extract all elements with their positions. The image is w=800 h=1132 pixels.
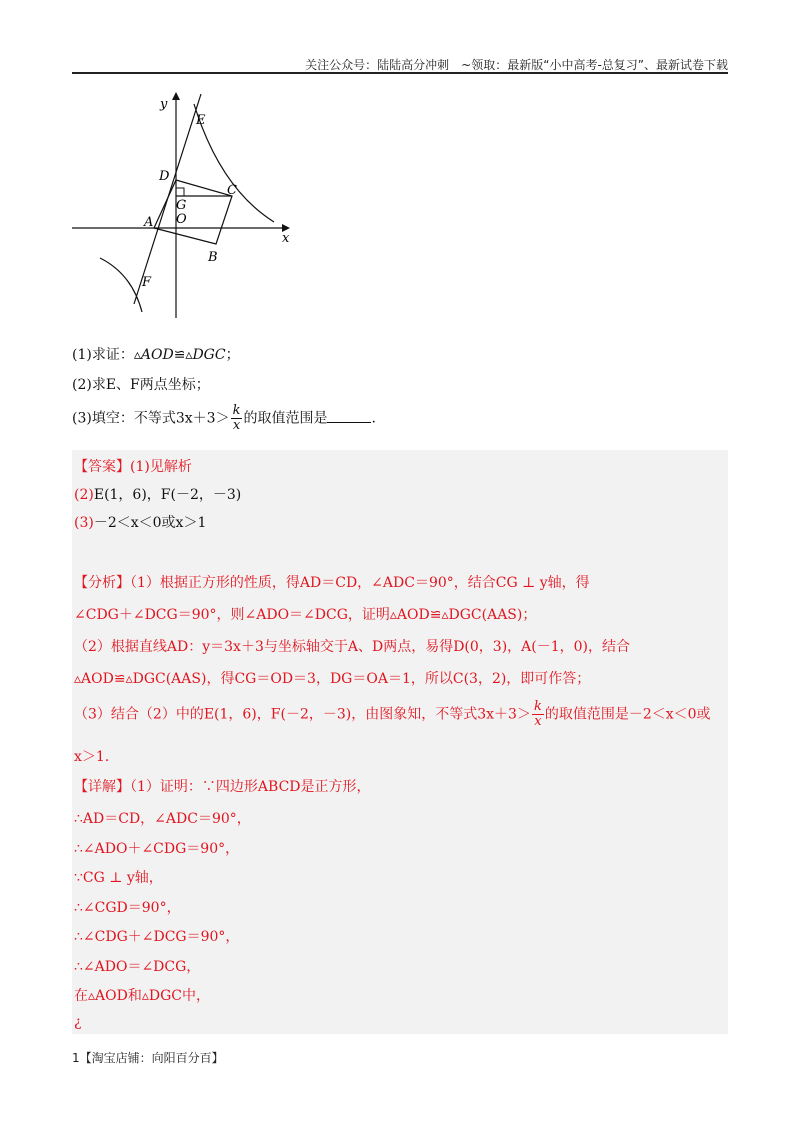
- question-3: (3)填空：不等式3x＋3＞ $\frac{k}{x}$ 的取值范围是 .: [72, 403, 376, 433]
- hyperbola-lower: [100, 258, 142, 312]
- analysis-line-1: 【分析】（1）根据正方形的性质，得AD＝CD，∠ADC＝90°，结合CG ⊥ y轴，得: [74, 575, 590, 591]
- label-f: F: [142, 275, 152, 290]
- right-angle-mark: [176, 188, 184, 196]
- label-b: B: [208, 250, 218, 265]
- detail-line-8: 在▵AOD和▵DGC中，: [74, 988, 210, 1004]
- analysis-line-3: （2）根据直线AD：y＝3x＋3与坐标轴交于A、D两点，易得D(0，3)，A(－1，0)，结合: [74, 639, 631, 655]
- label-d: D: [159, 169, 170, 184]
- answer-line-2: (2)E(1，6)，F(－2，－3): [74, 487, 242, 503]
- analysis-line-5: （3）结合（2）中的E(1，6)，F(－2，－3)，由图象知，不等式3x＋3＞ $\frac{k}{x}$ 的取值范围是－2＜x＜0或: [74, 699, 711, 729]
- analysis-line-2: ∠CDG＋∠DCG＝90°，则∠ADO＝∠DCG，证明▵AOD≌▵DGC(AAS)；: [74, 607, 537, 623]
- label-x: x: [282, 231, 290, 246]
- detail-line-9: ¿: [74, 1014, 82, 1030]
- analysis-line-4: ▵AOD≌▵DGC(AAS)，得CG＝OD＝3，DG＝OA＝1，所以C(3，2)，即可作答；: [74, 671, 591, 687]
- answer-blank: [327, 408, 371, 423]
- answer-box: [72, 450, 728, 1034]
- page-header: 关注公众号：陆陆高分冲刺 ~领取：最新版“小中高考-总复习”、最新试卷下载: [305, 58, 728, 72]
- label-e: E: [196, 113, 206, 128]
- label-o: O: [176, 212, 187, 227]
- fraction-k-over-x-analysis: $\frac{k}{x}$: [533, 699, 542, 729]
- fraction-k-over-x: $\frac{k}{x}$: [232, 403, 241, 433]
- question-2: (2)求E、F两点坐标；: [72, 377, 210, 393]
- label-g: G: [176, 198, 187, 213]
- detail-line-5: ∴∠CGD＝90°，: [74, 900, 181, 916]
- analysis-line-6: x＞1.: [74, 749, 110, 765]
- detail-line-2: ∴AD＝CD，∠ADC＝90°，: [74, 811, 251, 827]
- question-1: (1)求证：▵AOD≌▵DGC；: [72, 347, 240, 363]
- label-y: y: [160, 97, 168, 112]
- answer-line-1: 【答案】(1)见解析: [74, 459, 192, 475]
- hyperbola-upper: [194, 104, 274, 222]
- coordinate-figure: [70, 88, 300, 320]
- label-a: A: [144, 215, 154, 230]
- label-c: C: [227, 183, 237, 198]
- detail-line-4: ∵CG ⊥ y轴，: [74, 870, 163, 886]
- detail-line-3: ∴∠ADO＋∠CDG＝90°，: [74, 841, 240, 857]
- detail-line-1: 【详解】（1）证明：∵四边形ABCD是正方形，: [74, 779, 371, 795]
- y-axis-arrow: [172, 92, 180, 100]
- header-divider: [72, 72, 728, 74]
- page-footer: 1【淘宝店铺：向阳百分百】: [72, 1051, 224, 1065]
- square-abcd: [154, 180, 232, 244]
- answer-line-3: (3)－2＜x＜0或x＞1: [74, 515, 207, 531]
- detail-line-7: ∴∠ADO＝∠DCG，: [74, 959, 201, 975]
- detail-line-6: ∴∠CDG＋∠DCG＝90°，: [74, 929, 240, 945]
